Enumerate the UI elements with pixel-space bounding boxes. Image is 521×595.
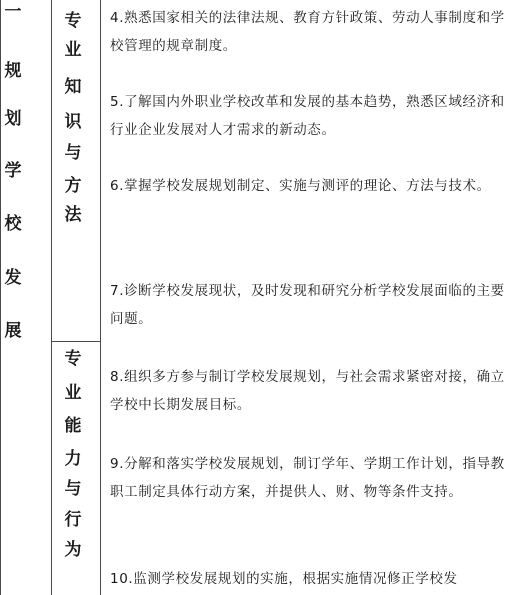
requirement-item: 4.熟悉国家相关的法律法规、教育方针政策、劳动人事制度和学校管理的规章制度。 [110, 10, 505, 54]
area-char: 知 [64, 77, 82, 97]
area-char: 方 [64, 176, 82, 196]
table-border-left [0, 0, 1, 595]
domain-char: 一 [4, 2, 22, 22]
table-divider-area [100, 0, 101, 595]
table-divider-area-rows [51, 341, 100, 342]
area-char: 法 [64, 205, 82, 225]
area-char: 力 [64, 449, 82, 469]
area-char: 识 [64, 112, 82, 132]
requirement-item: 6.掌握学校发展规划制定、实施与测评的理论、方法与技术。 [110, 178, 491, 194]
requirement-item: 8.组织多方参与制订学校发展规划，与社会需求紧密对接，确立学校中长期发展目标。 [110, 369, 505, 413]
requirement-item: 10.监测学校发展规划的实施，根据实施情况修正学校发 [110, 571, 458, 587]
area-char: 与 [64, 143, 82, 163]
table-divider-domain [51, 0, 52, 595]
domain-char: 规 [4, 61, 22, 81]
domain-char: 校 [4, 214, 22, 234]
domain-char: 学 [4, 161, 22, 181]
area-char: 为 [64, 540, 82, 560]
area-char: 与 [64, 479, 82, 499]
requirement-item: 9.分解和落实学校发展规划，制订学年、学期工作计划，指导教职工制定具体行动方案，并提供人、财、物等条件支持。 [110, 456, 505, 500]
area-char: 专 [64, 349, 82, 369]
requirement-item: 7.诊断学校发展现状，及时发现和研究分析学校发展面临的主要问题。 [110, 283, 505, 327]
area-char: 能 [64, 416, 82, 436]
area-char: 行 [64, 510, 82, 530]
area-char: 业 [64, 383, 82, 403]
domain-char: 发 [4, 268, 22, 288]
requirement-item: 5.了解国内外职业学校改革和发展的基本趋势，熟悉区域经济和行业企业发展对人才需求的新动态。 [110, 94, 505, 138]
area-char: 业 [64, 40, 82, 60]
area-char: 专 [64, 11, 82, 31]
domain-char: 划 [4, 109, 22, 129]
domain-char: 展 [4, 321, 22, 341]
